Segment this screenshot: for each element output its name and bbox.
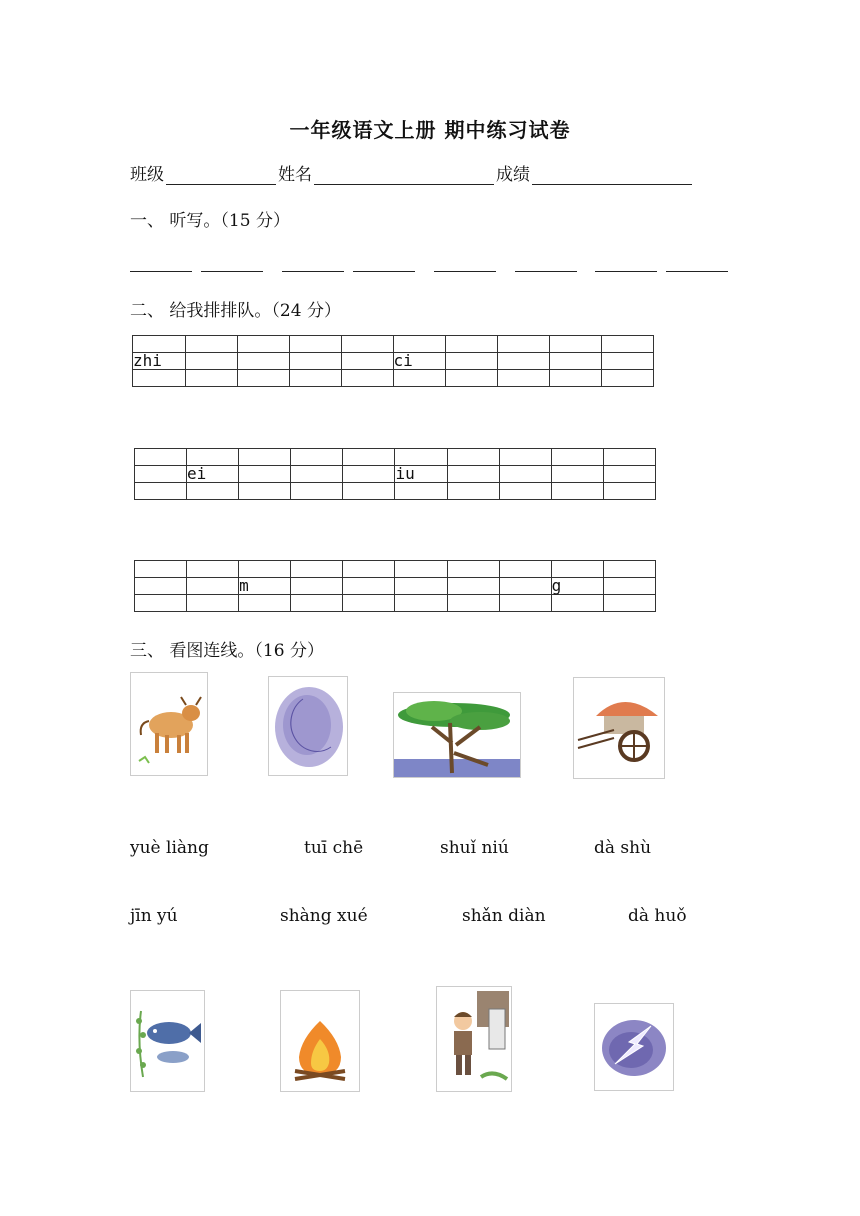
grid-cell-ei: ei: [187, 466, 239, 483]
dictation-blank[interactable]: [130, 270, 192, 272]
student-info-row: [130, 160, 694, 185]
student-icon[interactable]: [436, 986, 512, 1092]
grid-cell-m: m: [239, 578, 291, 595]
dictation-blank[interactable]: [353, 270, 415, 272]
dictation-blank[interactable]: [201, 270, 263, 272]
pinyin-grid-2: [134, 448, 656, 500]
pinyin-word: dà huǒ: [628, 906, 687, 926]
pinyin-word: tuī chē: [304, 838, 364, 858]
pinyin-word: shuǐ niú: [440, 838, 509, 858]
name-field[interactable]: [314, 164, 494, 185]
cow-icon[interactable]: [130, 672, 208, 776]
pinyin-word: jīn yú: [130, 906, 178, 926]
class-label: 班级: [130, 165, 164, 185]
fire-icon[interactable]: [280, 990, 360, 1092]
dictation-blank[interactable]: [282, 270, 344, 272]
pinyin-word: dà shù: [594, 838, 652, 858]
name-label: 姓名: [278, 165, 312, 185]
page-title: 一年级语文上册 期中练习试卷: [289, 118, 571, 142]
section-2-heading: 二、 给我排排队。（24 分）: [130, 301, 341, 321]
pinyin-word: shàng xué: [280, 906, 368, 926]
moon-icon[interactable]: [268, 676, 348, 776]
pinyin-grid-1: [132, 335, 654, 387]
pinyin-grid-3: [134, 560, 656, 612]
dictation-blank[interactable]: [515, 270, 577, 272]
fish-icon[interactable]: [130, 990, 205, 1092]
grid-cell-iu: iu: [395, 466, 447, 483]
tree-icon[interactable]: [393, 692, 521, 778]
section-1-heading: 一、 听写。（15 分）: [130, 211, 290, 231]
pinyin-word: shǎn diàn: [462, 906, 546, 926]
dictation-blank[interactable]: [595, 270, 657, 272]
dictation-blank[interactable]: [434, 270, 496, 272]
class-field[interactable]: [166, 164, 276, 185]
lightning-icon[interactable]: [594, 1003, 674, 1091]
pinyin-word: yuè liàng: [130, 838, 209, 858]
grid-cell-g: g: [551, 578, 603, 595]
score-field[interactable]: [532, 164, 692, 185]
score-label: 成绩: [496, 165, 530, 185]
section-3-heading: 三、 看图连线。（16 分）: [130, 641, 324, 661]
cart-icon[interactable]: [573, 677, 665, 779]
grid-cell-zhi: zhi: [133, 353, 186, 370]
dictation-blank[interactable]: [666, 270, 728, 272]
grid-cell-ci: ci: [393, 353, 445, 370]
